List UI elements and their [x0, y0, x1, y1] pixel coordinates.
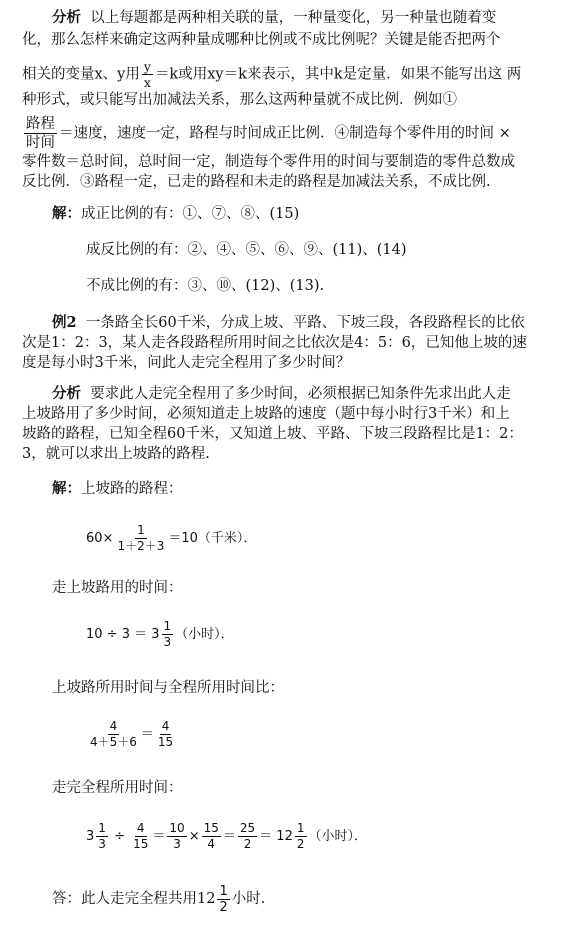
- analysis1-line3: 相关的变量x、y用 $\frac{y}{x}$ ＝k或用xy＝k来表示，其中k是定量．如果不能写出这 两: [22, 59, 522, 90]
- solution2-step2-label: 走上坡路用的时间：: [52, 580, 183, 596]
- example2-line3: 度是每小时3千米，问此人走完全程用了多少时间？: [22, 355, 351, 371]
- analysis2-line3: 坡路的路程，已知全程60千米，又知道上坡、平路、下坡三段路程比是1：2：: [22, 426, 523, 442]
- analysis1-line4: 种形式，或只能写出加减法关系，那么这两种量就不成比例．例如①: [22, 92, 457, 108]
- solution2-step1-label: 解：上坡路的路程：: [52, 480, 183, 497]
- solution1-none: 不成比例的有：③、⑩、(12)、(13).: [86, 278, 325, 294]
- solution2-step4-label: 走完全程所用时间：: [52, 780, 183, 796]
- solution2-step3-label: 上坡路所用时间与全程所用时间比：: [52, 680, 284, 696]
- example2-label: 例2: [52, 314, 77, 331]
- analysis1-line2: 化，那么怎样来确定这两种量成哪种比例或不成比例呢？关键是能否把两个: [22, 32, 501, 48]
- analysis1-line1: [52, 8, 496, 28]
- example2-line2: 次是1：2：3，某人走各段路程所用时间之比依次是4：5：6，已知他上坡的速: [22, 335, 527, 351]
- fraction-y-over-x: $\frac{y}{x}$: [143, 59, 151, 90]
- formula-3: $\frac{4}{4+5+6}$ ＝ $\frac{4}{15}$: [90, 719, 174, 749]
- example2-line1: 例2 一条路全长60千米，分成上坡、平路、下坡三段，各段路程长的比依: [52, 314, 525, 331]
- formula-1: 60× $\frac{1}{1+2+3}$ ＝10（千米）．: [86, 523, 257, 553]
- analysis1-line7: 反比例．③路程一定，已走的路程和未走的路程是加减法关系，不成比例.: [22, 174, 491, 190]
- solution1-label: 解：: [52, 205, 81, 222]
- fraction-distance-over-time: $\frac{\text{路程}}{\text{时间}}$: [26, 116, 55, 151]
- analysis2-line4: 3，就可以求出上坡路的路程.: [22, 446, 210, 462]
- analysis2-line1: 分析 要求此人走完全程用了多少时间，必须根据已知条件先求出此人走: [52, 385, 511, 402]
- final-answer: 答：此人走完全程共用12 $\frac{1}{2}$ 小时.: [52, 883, 266, 915]
- formula-4: 3 $\frac{1}{3}$ ÷ $\frac{4}{15}$ ＝ $\frac{10}{3}$ × $\frac{15}{4}$ ＝ $\frac{25}{2}$ ＝ 12 $\frac{1}{2}$ （小时）．: [86, 821, 368, 851]
- analysis1-text-1: 以上每题都是两种相关联的量，一种量变化，另一种量也随着变: [90, 10, 497, 26]
- solution2-label: 解：: [52, 480, 81, 497]
- analysis1-line6: 零件数＝总时间，总时间一定，制造每个零件用的时间与要制造的零件总数成: [22, 154, 515, 170]
- analysis2-line2: 上坡路用了多少时间，必须知道走上坡路的速度（题中每小时行3千米）和上: [22, 406, 510, 422]
- analysis1-label: 分析: [52, 9, 81, 26]
- solution1-inverse: 成反比例的有：②、④、⑤、⑥、⑨、(11)、(14): [86, 242, 407, 258]
- solution1-direct: 解：成正比例的有：①、⑦、⑧、(15): [52, 205, 300, 222]
- analysis1-line5: $\frac{\text{路程}}{\text{时间}}$ ＝速度，速度一定，路程与时间成正比例．④制造每个零件用的时间 ×: [26, 116, 511, 151]
- analysis2-label: 分析: [52, 385, 81, 402]
- formula-2: 10 ÷ 3 ＝ 3 $\frac{1}{3}$ （小时）．: [86, 619, 234, 649]
